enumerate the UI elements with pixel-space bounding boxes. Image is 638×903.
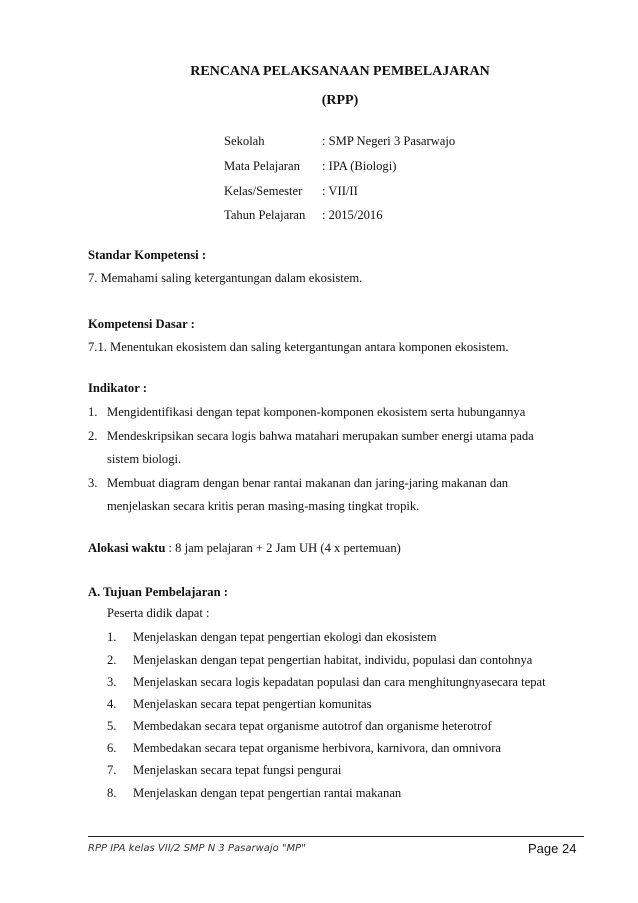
tujuan-number: 4. (107, 697, 117, 711)
indikator-item: Mendeskripsikan secara logis bahwa matahari merupakan sumber energi utama pada (107, 429, 534, 443)
indikator-item: Mengidentifikasi dengan tepat komponen-komponen ekosistem serta hubungannya (107, 405, 526, 419)
tujuan-number: 8. (107, 786, 117, 800)
tujuan-heading: A. Tujuan Pembelajaran : (88, 585, 228, 599)
info-label-subject: Mata Pelajaran (224, 159, 300, 173)
footer-page-number: Page 24 (528, 841, 577, 856)
tujuan-item: Menjelaskan dengan tepat pengertian ekologi dan ekosistem (133, 630, 437, 644)
tujuan-item: Menjelaskan secara logis kepadatan populasi dan cara menghitungnyasecara tepat (133, 675, 546, 689)
kompetensi-text: 7.1. Menentukan ekosistem dan saling ketergantungan antara komponen ekosistem. (88, 340, 509, 354)
standar-text: 7. Memahami saling ketergantungan dalam ekosistem. (88, 271, 363, 285)
indikator-heading: Indikator : (88, 381, 147, 395)
info-label-year: Tahun Pelajaran (224, 208, 306, 222)
info-label-class: Kelas/Semester (224, 184, 303, 198)
tujuan-item: Menjelaskan secara tepat pengertian komunitas (133, 697, 372, 711)
tujuan-number: 1. (107, 630, 117, 644)
document-title: RENCANA PELAKSANAAN PEMBELAJARAN (190, 64, 490, 79)
info-label-school: Sekolah (224, 134, 265, 148)
tujuan-item: Menjelaskan secara tepat fungsi pengurai (133, 763, 342, 777)
alokasi-label: Alokasi waktu (88, 541, 166, 555)
info-value-year: : 2015/2016 (322, 208, 383, 222)
document-subtitle: (RPP) (321, 93, 359, 108)
tujuan-number: 3. (107, 675, 117, 689)
tujuan-number: 2. (107, 653, 117, 667)
footer-divider (88, 836, 584, 837)
tujuan-number: 7. (107, 763, 117, 777)
tujuan-item: Membedakan secara tepat organisme herbivora, karnivora, dan omnivora (133, 741, 501, 755)
footer-document-label: RPP IPA kelas VII/2 SMP N 3 Pasarwajo "MP" (88, 843, 306, 854)
info-value-class: : VII/II (322, 184, 358, 198)
indikator-item-continued: sistem biologi. (107, 452, 182, 466)
info-value-school: : SMP Negeri 3 Pasarwajo (322, 134, 456, 148)
info-value-subject: : IPA (Biologi) (322, 159, 397, 173)
tujuan-intro: Peserta didik dapat : (107, 606, 210, 620)
standar-heading: Standar Kompetensi : (88, 248, 207, 262)
alokasi-text: : 8 jam pelajaran + 2 Jam UH (4 x pertemuan) (165, 541, 401, 555)
tujuan-number: 6. (107, 741, 117, 755)
indikator-number: 2. (88, 429, 98, 443)
tujuan-item: Menjelaskan dengan tepat pengertian habitat, individu, populasi dan contohnya (133, 653, 533, 667)
tujuan-number: 5. (107, 719, 117, 733)
kompetensi-heading: Kompetensi Dasar : (88, 317, 195, 331)
indikator-item-continued: menjelaskan secara kritis peran masing-masing tingkat tropik. (107, 499, 420, 513)
indikator-number: 3. (88, 476, 98, 490)
tujuan-item: Menjelaskan dengan tepat pengertian rantai makanan (133, 786, 402, 800)
tujuan-item: Membedakan secara tepat organisme autotrof dan organisme heterotrof (133, 719, 492, 733)
indikator-number: 1. (88, 405, 98, 419)
alokasi-line (88, 541, 401, 556)
indikator-item: Membuat diagram dengan benar rantai makanan dan jaring-jaring makanan dan (107, 476, 509, 490)
